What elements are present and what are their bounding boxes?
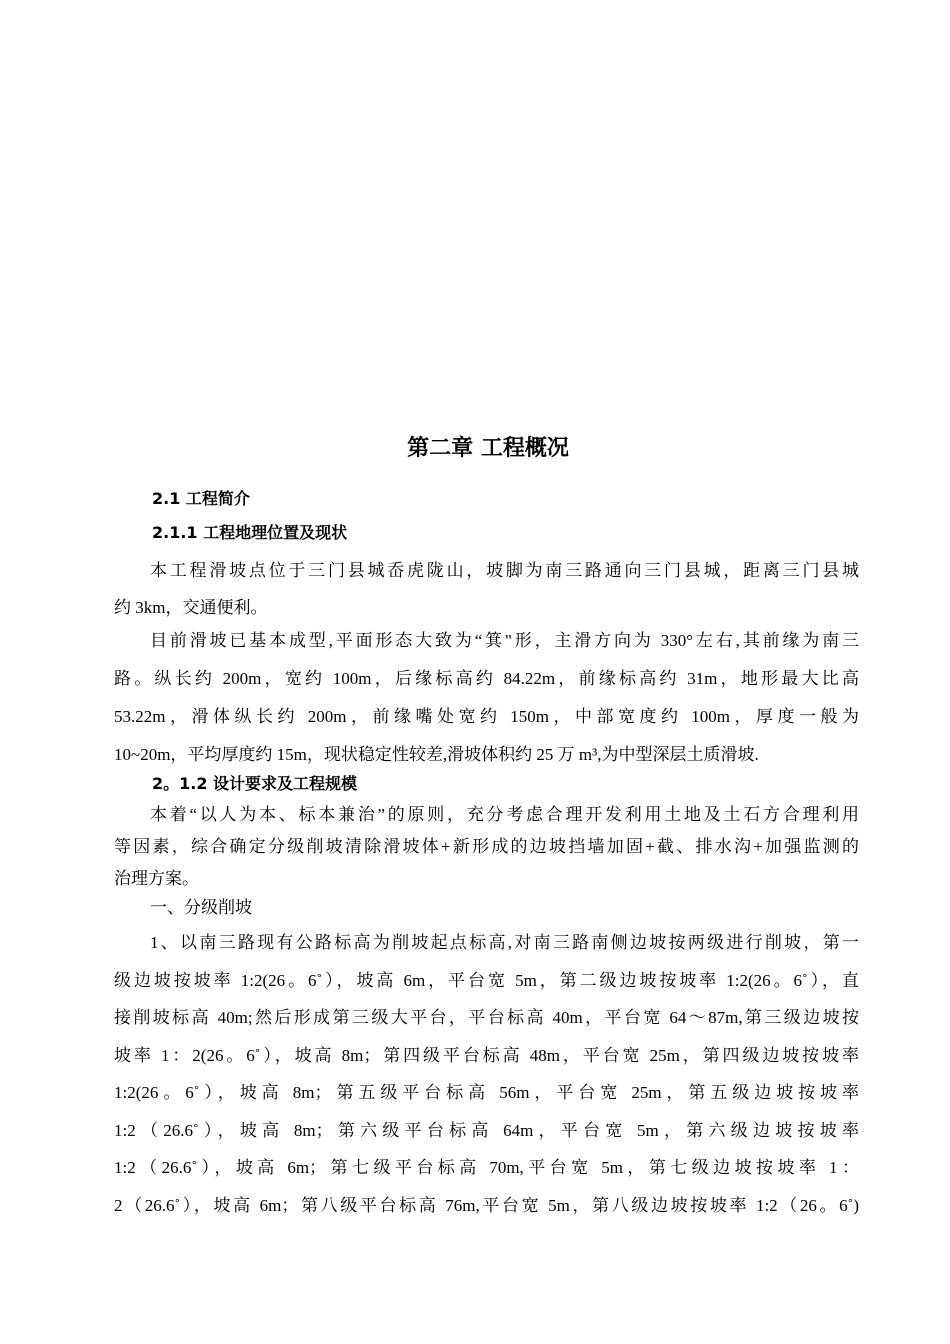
paragraph-line: 1:2（26.6˚），坡高 6m；第七级平台标高 70m,平台宽 5m，第七级边坡按坡率 1： <box>114 1158 859 1177</box>
paragraph-line: 10~20m，平均厚度约 15m，现状稳定性较差,滑坡体积约 25 万 m³,为中型深层土质滑坡. <box>114 745 759 764</box>
paragraph-line: 级边坡按坡率 1:2(26。6˚），坡高 6m，平台宽 5m，第二级边坡按坡率 1:2(26。6˚），直 <box>114 970 859 990</box>
paragraph-principle <box>114 799 859 895</box>
section-heading-2-1: 2.1 工程简介 <box>152 489 250 508</box>
paragraph-line: 本着“以人为本、标本兼治”的原则，充分考虑合理开发利用土地及土石方合理利用 <box>150 805 859 824</box>
paragraph-line: 2（26.6˚），坡高 6m；第八级平台标高 76m,平台宽 5m，第八级边坡按坡率 1:2（26。6˚) <box>114 1195 859 1215</box>
paragraph-line: 本工程滑坡点位于三门县城岙虎陇山，坡脚为南三路通向三门县城，距离三门县城 <box>150 561 859 580</box>
paragraph-line: 1:2(26。6˚），坡高 8m；第五级平台标高 56m，平台宽 25m，第五级边坡按坡率 <box>114 1083 859 1102</box>
section-heading-2-1-2: 2。1.2 设计要求及工程规模 <box>152 774 358 793</box>
paragraph-location <box>114 552 859 626</box>
paragraph-line: 等因素，综合确定分级削坡清除滑坡体+新形成的边坡挡墙加固+截、排水沟+加强监测的 <box>114 837 859 856</box>
paragraph-line: 治理方案。 <box>114 869 199 888</box>
paragraph-line: 路。纵长约 200m，宽约 100m，后缘标高约 84.22m，前缘标高约 31m，地形最大比高 <box>114 669 859 688</box>
section-heading-2-1-1: 2.1.1 工程地理位置及现状 <box>152 523 348 542</box>
item-heading <box>114 892 859 924</box>
paragraph-status <box>114 622 859 774</box>
paragraph-line: 53.22m，滑体纵长约 200m，前缘嘴处宽约 150m，中部宽度约 100m，厚度一般为 <box>114 707 859 726</box>
paragraph-line: 1:2（26.6˚），坡高 8m；第六级平台标高 64m，平台宽 5m，第六级边坡按坡率 <box>114 1120 859 1140</box>
item-heading-text: 一、分级削坡 <box>150 898 252 917</box>
paragraph-line: 目前滑坡已基本成型,平面形态大致为“箕"形，主滑方向为 330°左右,其前缘为南三 <box>150 631 859 650</box>
chapter-title: 第二章 工程概况 <box>407 436 569 461</box>
paragraph-line: 1、以南三路现有公路标高为削坡起点标高,对南三路南侧边坡按两级进行削坡，第一 <box>150 933 859 952</box>
paragraph-line: 坡率 1：2(26。6˚），坡高 8m；第四级平台标高 48m，平台宽 25m，第四级边坡按坡率 <box>114 1045 859 1065</box>
paragraph-line: 约 3km，交通便利。 <box>114 598 268 617</box>
paragraph-line: 接削坡标高 40m;然后形成第三级大平台，平台标高 40m，平台宽 64～87m,第三级边坡按 <box>114 1008 859 1027</box>
paragraph-item-1 <box>114 924 859 1224</box>
